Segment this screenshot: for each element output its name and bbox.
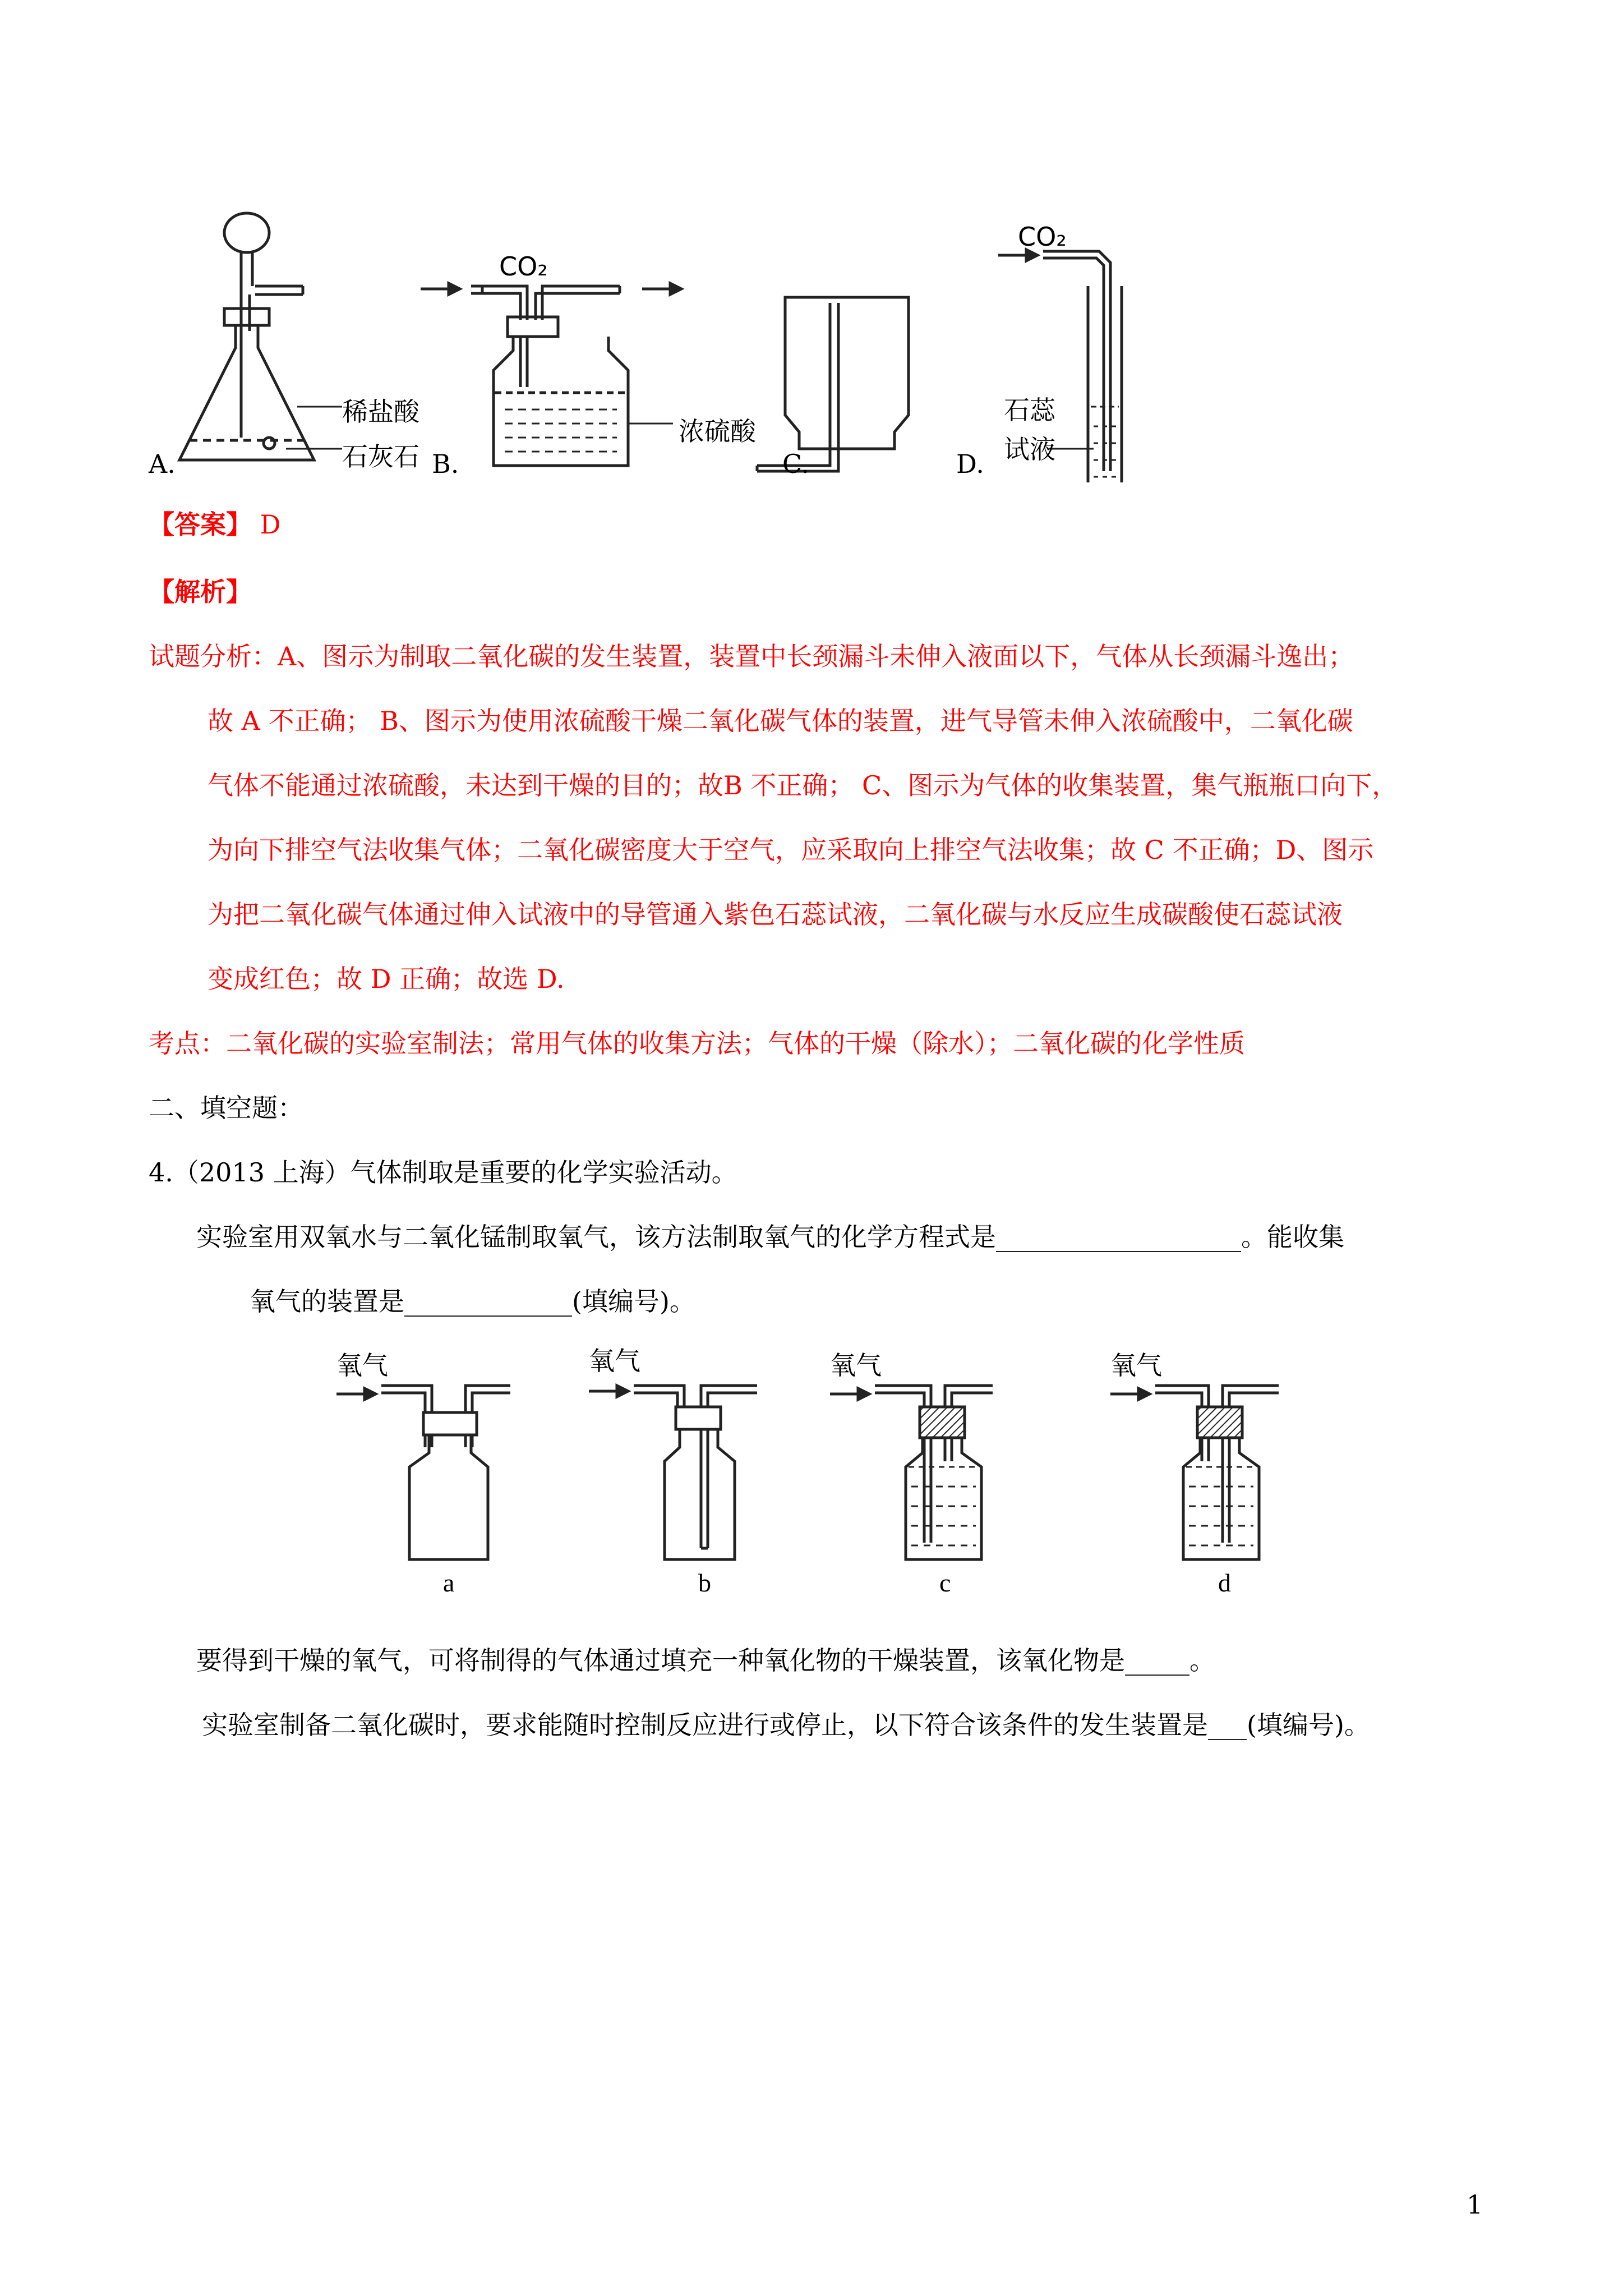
bottle-d <box>1155 1386 1279 1559</box>
question-4-line-2: 氧气的装置是_____________(填编号)。 <box>250 1286 695 1317</box>
section-2-heading: 二、填空题： <box>149 1093 303 1123</box>
label-limestone: 石灰石 <box>342 441 419 472</box>
analysis-label: 【解析】 <box>149 577 252 607</box>
question-4-line-4: 实验室制备二氧化碳时，要求能随时控制反应进行或停止，以下符合该条件的发生装置是___(填编号)。 <box>202 1710 1370 1740</box>
bottle-b <box>634 1386 757 1559</box>
label-conc-h2so4: 浓硫酸 <box>679 416 756 447</box>
analysis-line-5: 为把二氧化碳气体通过伸入试液中的导管通入紫色石蕊试液，二氧化碳与水反应生成碳酸使石蕊试液 <box>208 899 1343 930</box>
option-c-label: C. <box>782 449 810 479</box>
bottle-label-b: b <box>698 1568 711 1597</box>
bottle-c <box>875 1386 993 1559</box>
label-co2-d: CO₂ <box>1018 222 1067 252</box>
apparatus-c-gas-jar <box>757 297 909 471</box>
option-a-label: A. <box>149 449 176 479</box>
answer-label: 【答案】 <box>149 509 252 540</box>
analysis-line-2: 故 A 不正确； B、图示为使用浓硫酸干燥二氧化碳气体的装置，进气导管未伸入浓硫酸中，二氧化碳 <box>208 706 1353 736</box>
analysis-line-4: 为向下排空气法收集气体；二氧化碳密度大于空气，应采取向上排空气法收集；故 C 不正确；D、图示 <box>208 835 1374 865</box>
gas-label-d: 氧气 <box>1110 1350 1162 1381</box>
gas-label-c: 氧气 <box>830 1350 882 1381</box>
apparatus-a-flask <box>179 213 342 460</box>
label-co2-b: CO₂ <box>499 251 548 282</box>
question-4-line-1: 实验室用双氧水与二氧化锰制取氧气，该方法制取氧气的化学方程式是___________________。能收集 <box>196 1222 1344 1252</box>
analysis-line-6: 变成红色；故 D 正确；故选 D. <box>208 964 565 994</box>
kaodian-line: 考点：二氧化碳的实验室制法；常用气体的收集方法；气体的干燥（除水）；二氧化碳的化学性质 <box>149 1028 1245 1059</box>
apparatus-figure-1 <box>135 202 1144 482</box>
label-dilute-hcl: 稀盐酸 <box>342 397 419 427</box>
option-d-label: D. <box>956 449 984 479</box>
bottle-a <box>381 1386 510 1559</box>
gas-label-a: 氧气 <box>336 1350 388 1381</box>
label-litmus-2: 试液 <box>1004 434 1055 464</box>
bottle-label-d: d <box>1218 1568 1231 1597</box>
bottle-label-c: c <box>939 1568 951 1597</box>
answer-value: D <box>260 509 281 540</box>
bottle-label-a: a <box>443 1568 455 1597</box>
label-litmus-1: 石蕊 <box>1004 395 1055 425</box>
analysis-line-1: 试题分析：A、图示为制取二氧化碳的发生装置，装置中长颈漏斗未伸入液面以下，气体从长颈漏斗逸出； <box>149 641 1354 671</box>
analysis-line-3: 气体不能通过浓硫酸，未达到干燥的目的；故B 不正确； C、图示为气体的收集装置，集气瓶瓶口向下， <box>208 770 1398 800</box>
answer-line <box>149 508 281 541</box>
apparatus-b-wash-bottle <box>471 286 628 466</box>
option-b-label: B. <box>432 449 459 479</box>
page-number: 1 <box>1467 2189 1483 2220</box>
question-4-title: 4.（2013 上海）气体制取是重要的化学实验活动。 <box>149 1157 737 1188</box>
gas-label-b: 氧气 <box>589 1346 640 1376</box>
question-4-line-3: 要得到干燥的氧气，可将制得的气体通过填充一种氧化物的干燥装置，该氧化物是_____。 <box>196 1645 1215 1676</box>
